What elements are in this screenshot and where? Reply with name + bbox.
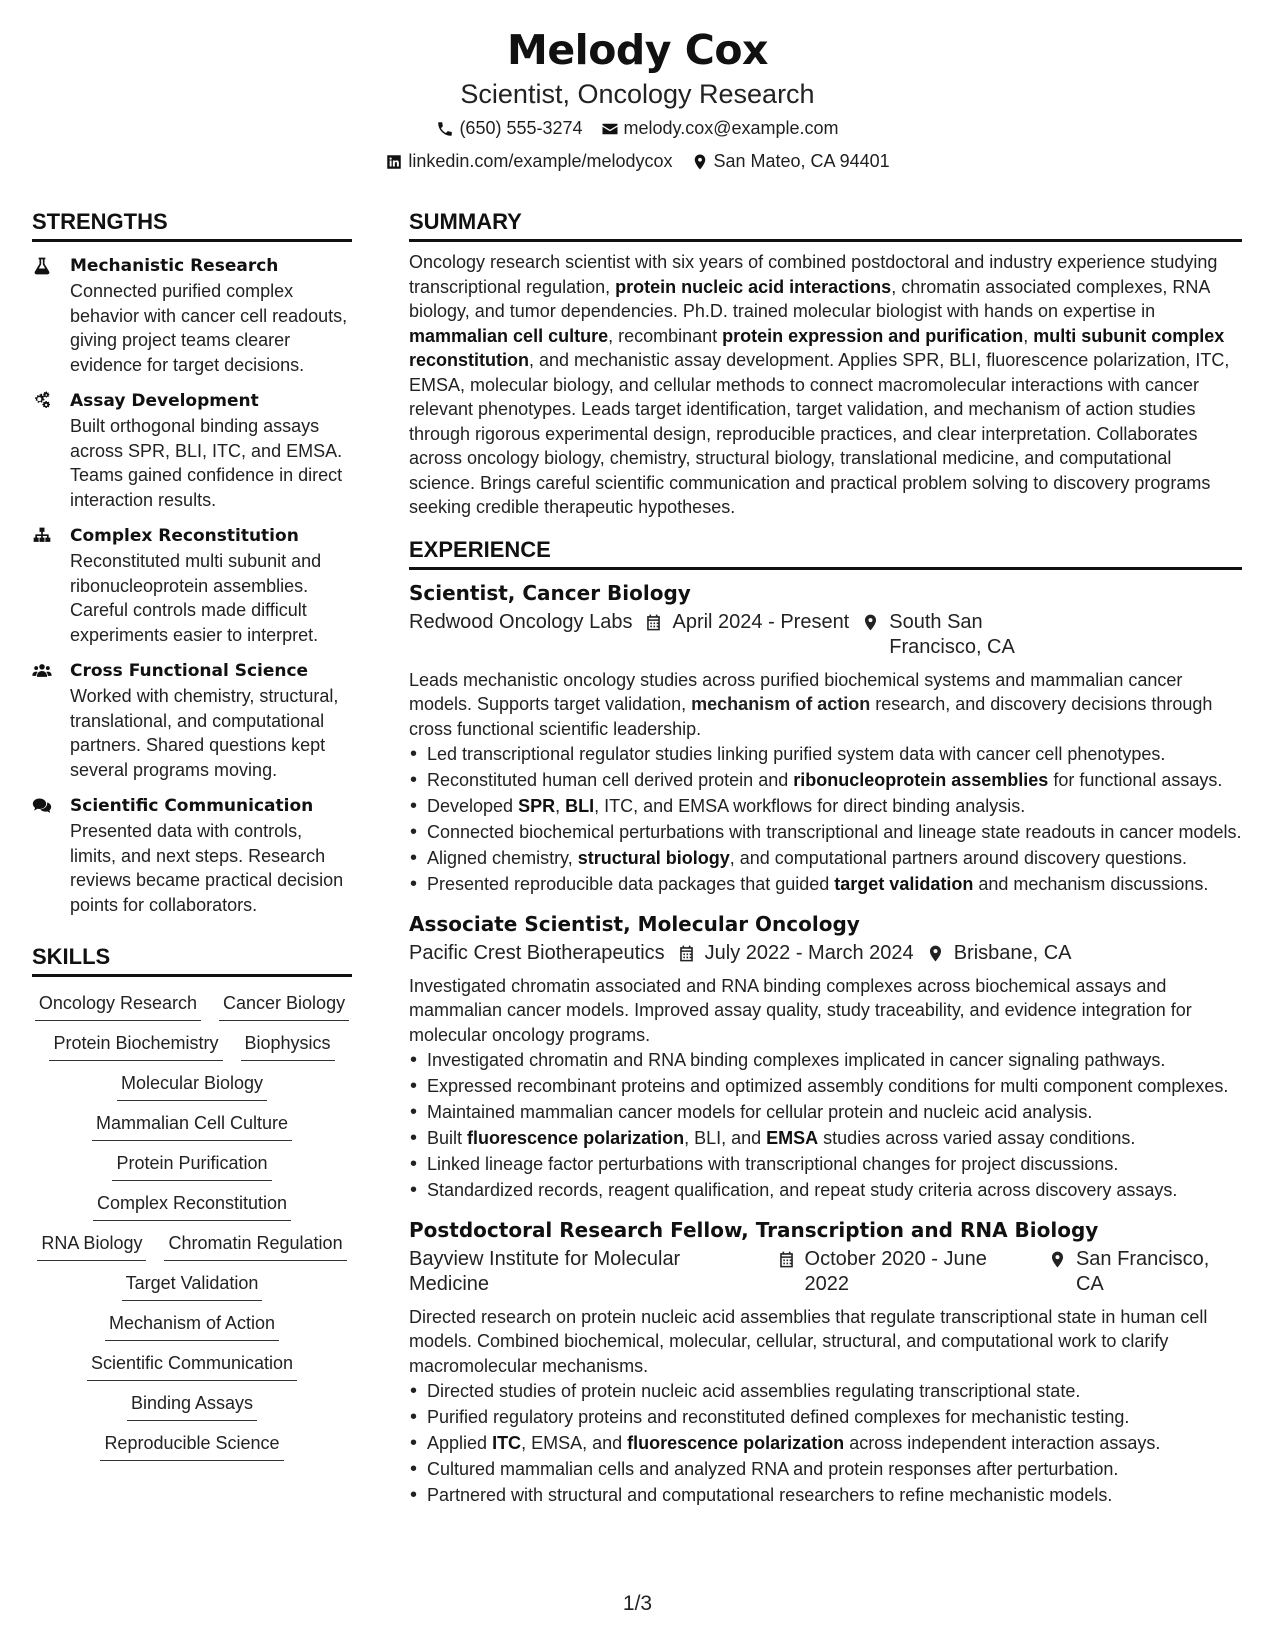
text-segment: Linked lineage factor perturbations with transcriptional changes for project discussions.: [427, 1154, 1119, 1174]
linkedin-icon: [385, 153, 403, 171]
strength-title: Assay Development: [70, 391, 259, 411]
candidate-title: Scientist, Oncology Research: [460, 79, 815, 109]
text-segment: Expressed recombinant proteins and optimized assembly conditions for multi component complexes.: [427, 1076, 1229, 1096]
email-contact[interactable]: [601, 112, 839, 145]
map-marker-icon: [926, 944, 945, 963]
bold-text: target validation: [834, 874, 974, 894]
text-segment: across independent interaction assays.: [844, 1433, 1161, 1453]
text-segment: Led transcriptional regulator studies linking purified system data with cancer cell phenotypes.: [427, 744, 1166, 764]
skill-tag: Mechanism of Action: [105, 1311, 279, 1341]
candidate-name: Melody Cox: [507, 26, 768, 74]
bold-text: protein expression and purification: [722, 325, 1024, 346]
text-segment: Maintained mammalian cancer models for cellular protein and nucleic acid analysis.: [427, 1102, 1093, 1122]
text-segment: , EMSA, and: [521, 1433, 628, 1453]
bullet-item: [409, 820, 1242, 845]
bullet-item: [409, 768, 1242, 793]
job-title: Postdoctoral Research Fellow, Transcription and RNA Biology: [409, 1217, 1099, 1242]
resume-header: [0, 24, 1275, 178]
bullet-item: [409, 846, 1242, 871]
bullet-item: [409, 1431, 1242, 1456]
skill-tag: Mammalian Cell Culture: [92, 1111, 292, 1141]
text-segment: , recombinant: [608, 325, 723, 346]
bold-text: EMSA: [766, 1128, 819, 1148]
strengths-heading: STRENGTHS: [32, 208, 352, 242]
text-segment: Connected biochemical perturbations with transcriptional and lineage state readouts in cancer models.: [427, 822, 1242, 842]
text-segment: Purified regulatory proteins and reconstituted defined complexes for mechanistic testing.: [427, 1407, 1130, 1427]
flask-icon: [32, 256, 52, 276]
job-description: [409, 974, 1242, 1048]
job-meta: [409, 1247, 1242, 1297]
bullet-item: [409, 1126, 1242, 1151]
strength-item: [32, 389, 352, 512]
bold-text: fluorescence polarization: [467, 1128, 685, 1148]
skills-heading: SKILLS: [32, 943, 352, 977]
company-name: Bayview Institute for Molecular Medicine: [409, 1247, 681, 1295]
strength-item: [32, 524, 352, 647]
map-marker-icon: [1048, 1250, 1067, 1269]
envelope-icon: [601, 120, 619, 138]
company-name: Redwood Oncology Labs: [409, 610, 633, 633]
skill-tag: Molecular Biology: [117, 1071, 267, 1101]
bullet-item: [409, 1100, 1242, 1125]
bold-text: structural biology: [577, 848, 730, 868]
job-bullets: [409, 742, 1242, 897]
bullet-item: [409, 1152, 1242, 1177]
job-entry: [409, 578, 1242, 897]
skill-tag: Complex Reconstitution: [93, 1191, 291, 1221]
summary-heading: SUMMARY: [409, 208, 1242, 242]
text-segment: , ITC, and EMSA workflows for direct binding analysis.: [594, 796, 1026, 816]
experience-heading: EXPERIENCE: [409, 536, 1242, 570]
company-name: Pacific Crest Biotherapeutics: [409, 941, 665, 964]
skill-tag: Target Validation: [122, 1271, 263, 1301]
text-segment: ,: [555, 796, 566, 816]
text-segment: Aligned chemistry,: [427, 848, 578, 868]
skill-tag: Protein Purification: [112, 1151, 271, 1181]
text-segment: research, and discovery decisions through cross functional scientific leadership.: [409, 694, 1213, 739]
text-segment: Standardized records, reagent qualification, and repeat study criteria across discovery assays.: [427, 1180, 1178, 1200]
text-segment: and mechanism discussions.: [973, 874, 1209, 894]
bold-text: ribonucleoprotein assemblies: [793, 770, 1049, 790]
skills-list: [32, 991, 352, 1461]
skill-tag: RNA Biology: [37, 1231, 146, 1261]
job-description: [409, 668, 1242, 742]
comments-icon: [32, 796, 52, 816]
text-segment: , chromatin associated complexes, RNA biology, and tumor dependencies. Ph.D. trained molecular biologist with hands on expertise in: [409, 276, 1210, 321]
phone-contact[interactable]: [436, 112, 582, 145]
job-meta: [409, 610, 1242, 660]
text-segment: studies across varied assay conditions.: [818, 1128, 1136, 1148]
text-segment: , and computational partners around discovery questions.: [729, 848, 1188, 868]
bullet-item: [409, 1178, 1242, 1203]
summary-text: [409, 250, 1242, 520]
left-column: [32, 208, 352, 1461]
skill-tag: Biophysics: [241, 1031, 335, 1061]
calendar-icon: [677, 944, 696, 963]
text-segment: Investigated chromatin associated and RNA binding complexes across biochemical assays and mammalian cancer models. Improved assay quality, study traceability, and evidence integration for molecular oncology programs.: [409, 975, 1192, 1045]
text-segment: Partnered with structural and computational researchers to refine mechanistic models.: [427, 1485, 1113, 1505]
strength-title: Complex Reconstitution: [70, 526, 299, 546]
text-segment: Directed research on protein nucleic acid assemblies that regulate transcriptional state in human cell models. Combined biochemical, molecular, cellular, structural, and computational work to clarify macromolecular mechanisms.: [409, 1306, 1208, 1376]
bullet-item: [409, 742, 1242, 767]
bullet-item: [409, 1457, 1242, 1482]
strength-desc: Presented data with controls, limits, and next steps. Research reviews became practical decision points for collaborators.: [70, 821, 344, 915]
skill-tag: Scientific Communication: [87, 1351, 297, 1381]
right-column: [409, 208, 1242, 1509]
skill-tag: Oncology Research: [35, 991, 201, 1021]
text-segment: Reconstituted human cell derived protein and: [427, 770, 794, 790]
job-dates: April 2024 - Present: [644, 610, 849, 660]
users-icon: [32, 661, 52, 681]
strength-desc: Worked with chemistry, structural, translational, and computational partners. Shared questions kept several programs moving.: [70, 686, 339, 780]
skill-tag: Chromatin Regulation: [164, 1231, 346, 1261]
text-segment: , and mechanistic assay development. Applies SPR, BLI, fluorescence polarization, ITC, EMSA, molecular biology, and cellular methods to connect macromolecular interactions with cancer relevant phenotypes. Leads target identification, target validation, and mechanism of action studies through rigorous experimental design, reproducible practices, and clear interpretation. Collaborates across oncology biology, chemistry, structural biology, translational medicine, and computational science. Brings careful scientific communication and practical problem solving to discovery programs seeking credible therapeutic hypotheses.: [409, 350, 1230, 517]
strength-desc: Connected purified complex behavior with cancer cell readouts, giving project teams clearer evidence for target decisions.: [70, 281, 348, 375]
page-number: 1/3: [622, 1592, 653, 1615]
text-segment: Presented reproducible data packages that guided: [427, 874, 835, 894]
linkedin-contact[interactable]: [385, 145, 672, 178]
bullet-item: [409, 1074, 1242, 1099]
strength-desc: Built orthogonal binding assays across SPR, BLI, ITC, and EMSA. Teams gained confidence in direct interaction results.: [70, 416, 343, 510]
text-segment: for functional assays.: [1048, 770, 1223, 790]
text-segment: Developed: [427, 796, 519, 816]
bullet-item: [409, 1483, 1242, 1508]
linkedin-text: linkedin.com/example/melodycox: [408, 151, 673, 171]
bold-text: mechanism of action: [691, 694, 871, 714]
bold-text: protein nucleic acid interactions: [615, 276, 892, 297]
bold-text: fluorescence polarization: [627, 1433, 845, 1453]
job-description: [409, 1305, 1242, 1379]
bullet-item: [409, 872, 1242, 897]
bullet-item: [409, 1048, 1242, 1073]
bullet-item: [409, 1379, 1242, 1404]
strength-item: [32, 794, 352, 917]
bold-text: multi subunit complex reconstitution: [409, 325, 1225, 370]
text-segment: Leads mechanistic oncology studies across purified biochemical systems and mammalian cancer models. Supports target validation,: [409, 669, 1183, 714]
job-title: Scientist, Cancer Biology: [409, 580, 691, 605]
job-dates: July 2022 - March 2024: [677, 941, 914, 966]
calendar-icon: [644, 613, 663, 632]
map-marker-icon: [861, 613, 880, 632]
text-segment: ,: [1023, 325, 1034, 346]
job-dates: October 2020 - June 2022: [777, 1247, 1036, 1297]
skill-tag: Protein Biochemistry: [49, 1031, 222, 1061]
bold-text: SPR: [518, 796, 556, 816]
job-meta: [409, 941, 1242, 966]
job-bullets: [409, 1379, 1242, 1508]
contact-row-2: [0, 145, 1275, 178]
job-entry: [409, 909, 1242, 1203]
text-segment: Built: [427, 1128, 468, 1148]
calendar-icon: [777, 1250, 796, 1269]
job-entry: [409, 1215, 1242, 1508]
phone-icon: [436, 120, 454, 138]
text-segment: Oncology research scientist with six years of combined postdoctoral and industry experience studying transcriptional regulation,: [409, 252, 1218, 297]
text-segment: Applied: [427, 1433, 493, 1453]
strength-item: [32, 254, 352, 377]
bold-text: ITC: [492, 1433, 522, 1453]
strength-desc: Reconstituted multi subunit and ribonucleoprotein assemblies. Careful controls made difficult experiments easier to interpret.: [70, 551, 322, 645]
skill-tag: Reproducible Science: [100, 1431, 283, 1461]
bold-text: BLI: [565, 796, 595, 816]
bullet-item: [409, 1405, 1242, 1430]
skill-tag: Cancer Biology: [219, 991, 349, 1021]
job-location: San Francisco, CA: [1048, 1247, 1242, 1297]
sitemap-icon: [32, 526, 52, 546]
strength-title: Mechanistic Research: [70, 256, 279, 276]
text-segment: , BLI, and: [684, 1128, 767, 1148]
location-text: San Mateo, CA 94401: [713, 151, 890, 171]
text-segment: Directed studies of protein nucleic acid assemblies regulating transcriptional state.: [427, 1381, 1081, 1401]
experience-list: [409, 578, 1242, 1508]
bullet-item: [409, 794, 1242, 819]
contact-row-1: [0, 112, 1275, 145]
text-segment: Cultured mammalian cells and analyzed RNA and protein responses after perturbation.: [427, 1459, 1119, 1479]
job-location: South San Francisco, CA: [861, 610, 1064, 660]
strength-title: Cross Functional Science: [70, 661, 309, 681]
email-text: melody.cox@example.com: [623, 118, 839, 138]
location-contact: [691, 145, 890, 178]
gears-icon: [32, 391, 52, 411]
phone-text: (650) 555-3274: [459, 118, 583, 138]
bold-text: mammalian cell culture: [409, 325, 609, 346]
job-bullets: [409, 1048, 1242, 1203]
skill-tag: Binding Assays: [127, 1391, 257, 1421]
strength-item: [32, 659, 352, 782]
text-segment: Investigated chromatin and RNA binding complexes implicated in cancer signaling pathways.: [427, 1050, 1166, 1070]
job-location: Brisbane, CA: [926, 941, 1072, 966]
map-marker-icon: [691, 153, 709, 171]
strength-title: Scientific Communication: [70, 796, 314, 816]
job-title: Associate Scientist, Molecular Oncology: [409, 911, 860, 936]
